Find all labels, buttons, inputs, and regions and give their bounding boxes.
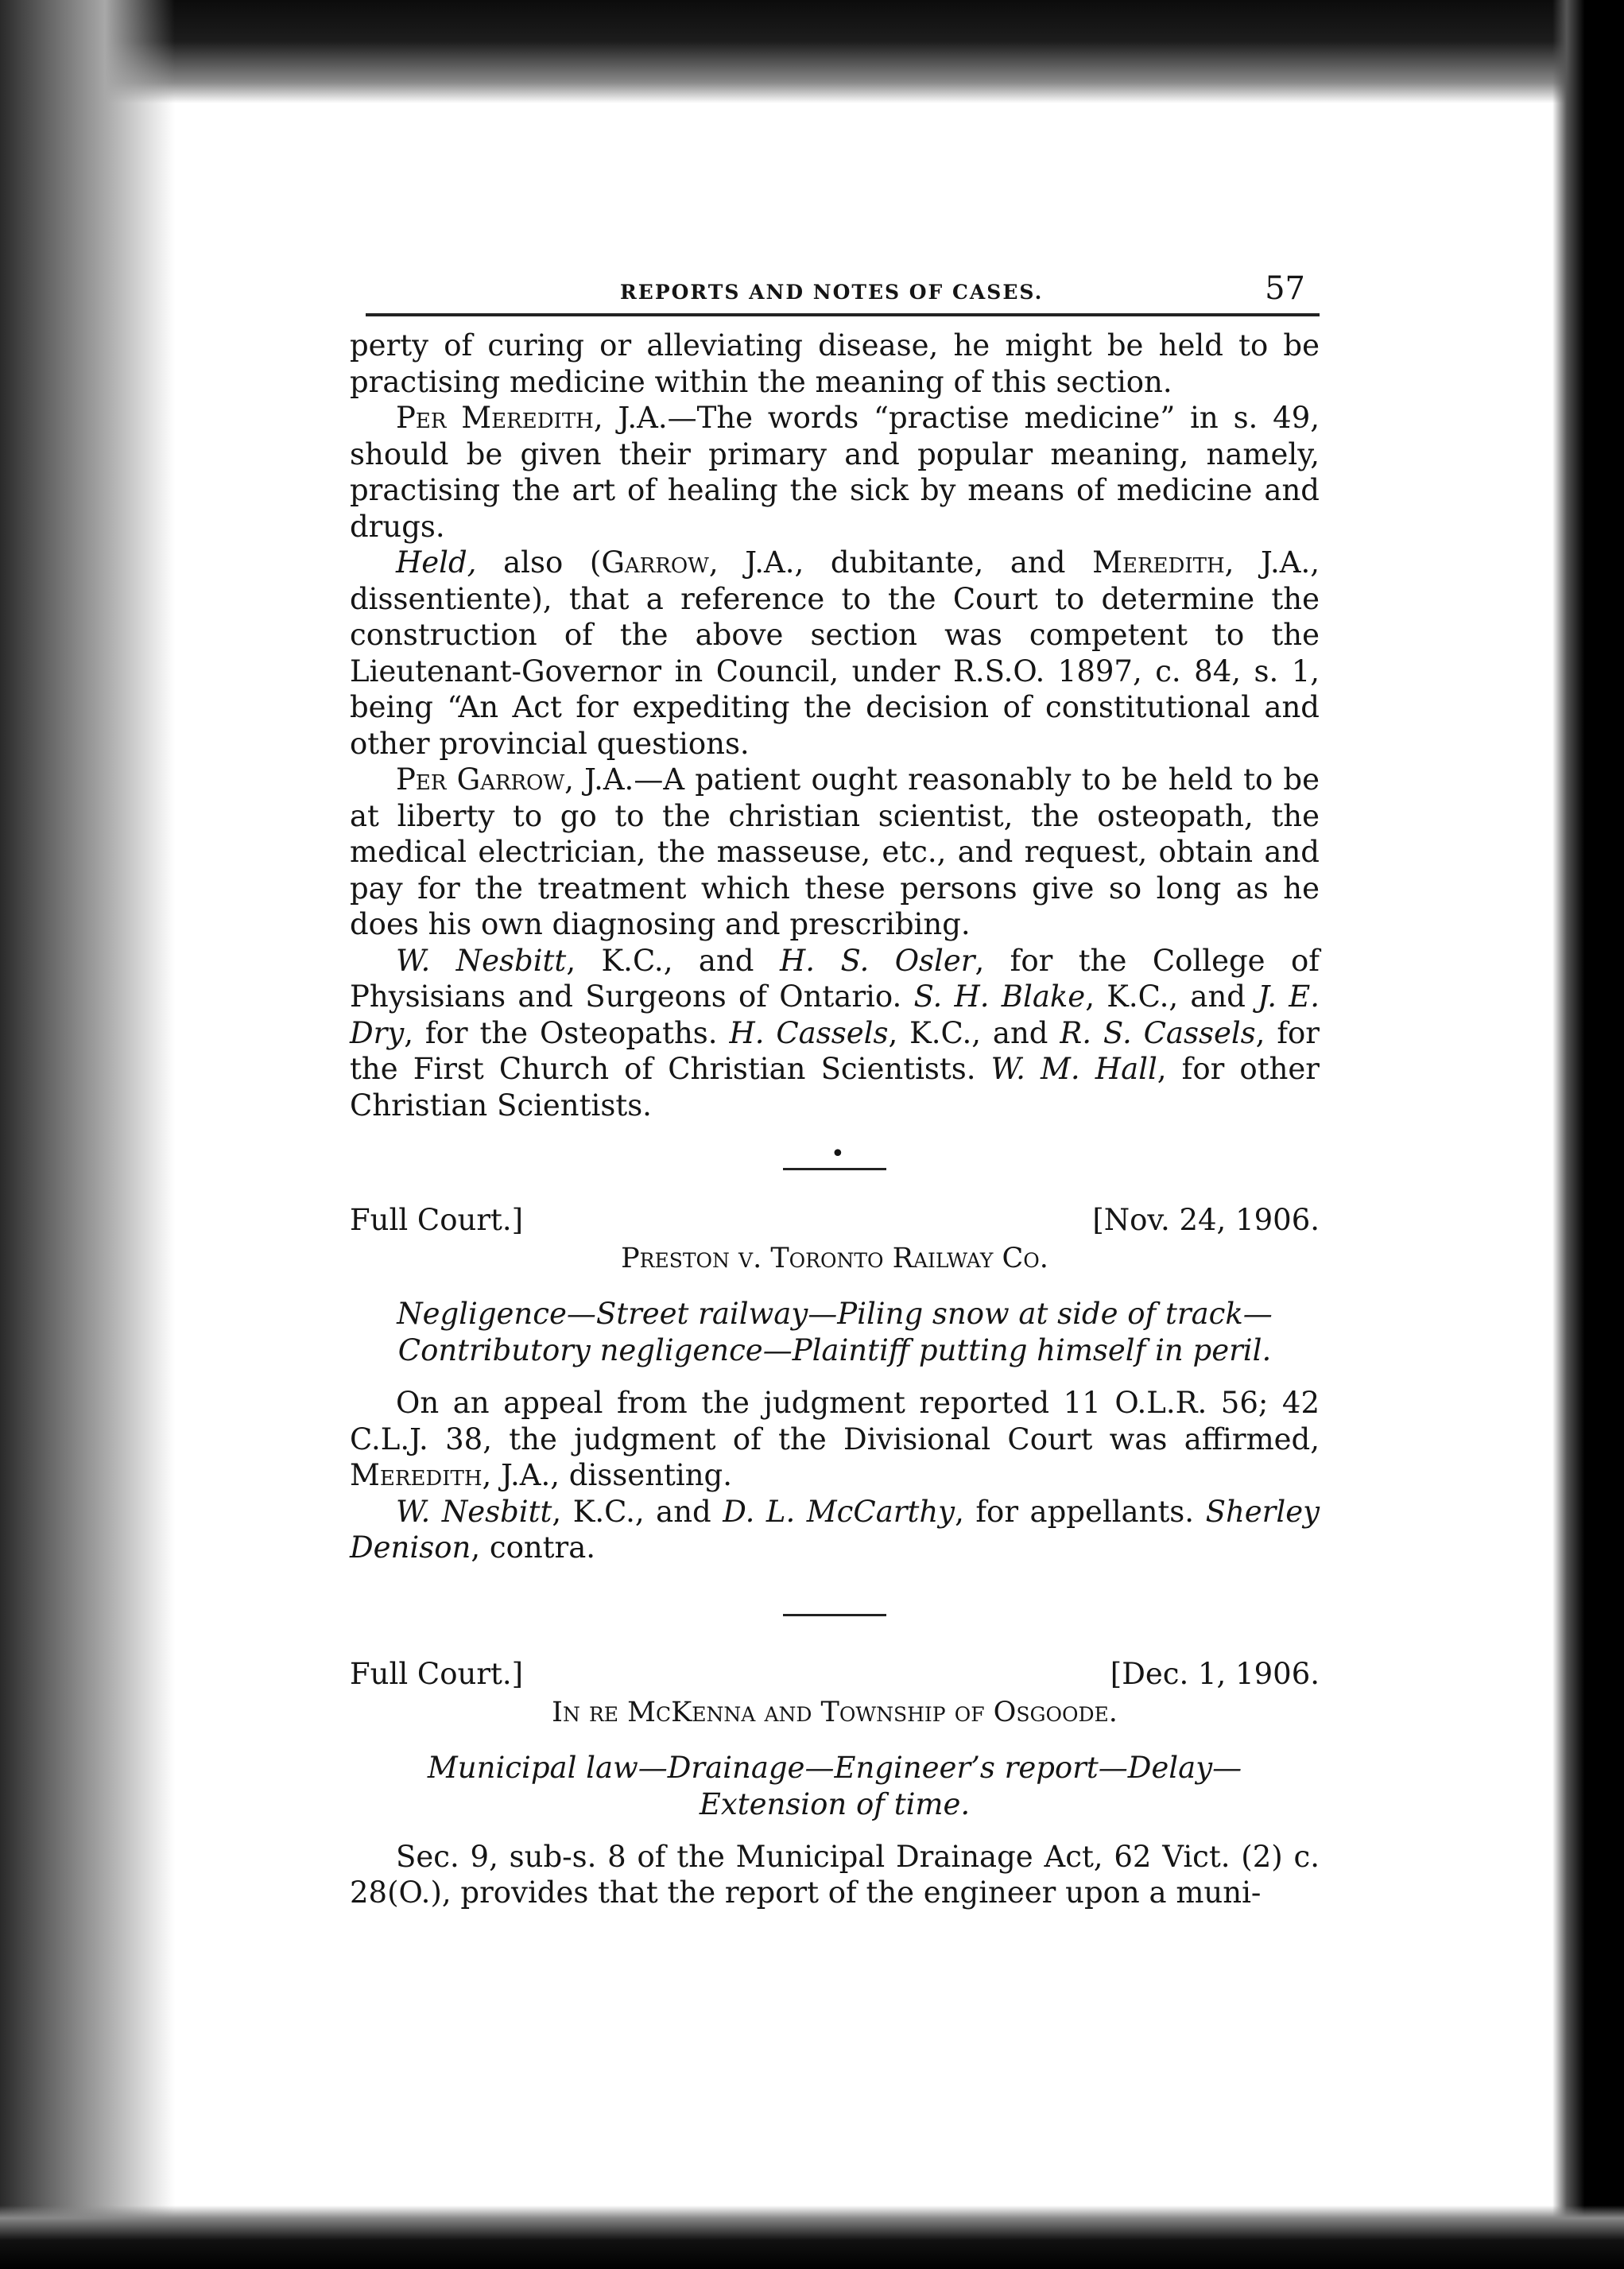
paragraph-text: , dissentiente), that a reference to the Court to determine the construction of the above section was competent to the Lieutenant-Governor in Council, under R.S.O. 1897, c. 84, s. 1, being “An Act for expediting the decision of constitutional and other provincial questions. xyxy=(350,545,1320,761)
counsel-name: H. Cassels xyxy=(729,1015,889,1050)
counsel-name: W. Nesbitt xyxy=(396,1494,552,1529)
scan-shadow-right xyxy=(1552,0,1624,2269)
paragraph-text: , dissenting. xyxy=(550,1458,733,1492)
held-label: Held, xyxy=(396,545,477,580)
page-number: 57 xyxy=(1265,270,1305,307)
counsel-text: , contra. xyxy=(471,1530,596,1565)
judge-name: Garrow, J.A. xyxy=(601,545,795,580)
counsel-text: , K.C., and xyxy=(1085,979,1258,1014)
paragraph-text: also ( xyxy=(476,545,602,580)
counsel-paragraph xyxy=(350,943,1320,1124)
section-divider xyxy=(783,1614,886,1616)
paragraph-text: —A patient ought reasonably to be held to be at liberty to go to the christian scientist, the osteopath, the medical electrician, the masseuse, etc., and request, obtain and pay for the treatment which these persons give so long as he does his own diagnosing and prescribing. xyxy=(350,762,1320,941)
judge-name: Per Meredith, J.A. xyxy=(396,401,668,435)
paragraph-text: , dubitante, and xyxy=(794,545,1093,580)
counsel-text: , for the College of Physisians and Surgeons of Ontario. xyxy=(350,943,1320,1014)
case-title: Preston v. Toronto Railway Co. xyxy=(621,1243,1048,1274)
scan-shadow-left xyxy=(0,0,175,2269)
case-body xyxy=(350,1385,1320,1494)
header-rule xyxy=(366,313,1320,316)
counsel-name: R. S. Cassels xyxy=(1060,1015,1256,1050)
scan-shadow-bottom xyxy=(0,2205,1624,2269)
counsel-name: W. Nesbitt xyxy=(396,943,567,978)
counsel-name: J. E. Dry xyxy=(350,979,1320,1050)
case-body: Sec. 9, sub-s. 8 of the Municipal Drainage Act, 62 Vict. (2) c. 28(O.), provides that the report of the engineer upon a muni- xyxy=(350,1839,1320,1910)
counsel-text: , for the First Church of Christian Scientists. xyxy=(350,1015,1320,1086)
judge-name: Meredith, J.A. xyxy=(350,1458,551,1492)
judge-name: Per Garrow, J.A. xyxy=(396,762,634,797)
counsel-text: , K.C., and xyxy=(552,1494,723,1529)
case-court-line xyxy=(350,1656,1320,1692)
case-date: [Dec. 1, 1906. xyxy=(1110,1656,1320,1691)
case-title: In re McKenna and Township of Osgoode. xyxy=(552,1696,1118,1728)
counsel-text: , for appellants. xyxy=(955,1494,1206,1529)
case-court-line xyxy=(350,1202,1320,1238)
case-headnote: Negligence—Street railway—Piling snow at side of track—Contributory negligence—Plaintiff putting himself in peril. xyxy=(397,1297,1273,1367)
court-label: Full Court.] xyxy=(350,1203,524,1237)
counsel-name: D. L. McCarthy xyxy=(723,1494,955,1529)
garrow-opinion-paragraph xyxy=(350,762,1320,943)
counsel-name: S. H. Blake xyxy=(913,979,1086,1014)
paragraph-text: On an appeal from the judgment reported 11 O.L.R. 56; 42 C.L.J. 38, the judgment of the Divisional Court was affirmed, xyxy=(350,1386,1320,1456)
counsel-text: , for the Osteopaths. xyxy=(404,1015,730,1050)
court-label: Full Court.] xyxy=(350,1656,524,1691)
running-head-title: REPORTS AND NOTES OF CASES. xyxy=(620,281,1044,304)
paragraph-text: —The words “practise medicine” in s. 49, should be given their primary and popular meaning, namely, practising the art of healing the sick by means of medicine and drugs. xyxy=(350,401,1320,544)
continuation-paragraph: perty of curing or alleviating disease, he might be held to be practising medicine within the meaning of this section. xyxy=(350,328,1320,399)
held-paragraph xyxy=(350,545,1320,762)
counsel-name: Sherley Denison xyxy=(350,1494,1320,1565)
counsel-text: , for other Christian Scientists. xyxy=(350,1052,1320,1123)
counsel-name: W. M. Hall xyxy=(990,1052,1157,1086)
document-page xyxy=(350,270,1320,1911)
meredith-opinion-paragraph xyxy=(350,400,1320,545)
section-divider xyxy=(783,1140,886,1170)
counsel-name: H. S. Osler xyxy=(779,943,975,978)
case-date: [Nov. 24, 1906. xyxy=(1092,1203,1320,1237)
divider-dot: • xyxy=(831,1140,845,1168)
counsel-text: , K.C., and xyxy=(888,1015,1060,1050)
case-counsel xyxy=(350,1494,1320,1566)
scan-shadow-top xyxy=(0,0,1624,103)
counsel-text: , K.C., and xyxy=(566,943,780,978)
case-headnote: Municipal law—Drainage—Engineer’s report—Delay—Extension of time. xyxy=(427,1750,1242,1821)
running-head xyxy=(350,270,1320,307)
judge-name: Meredith, J.A. xyxy=(1092,545,1311,580)
